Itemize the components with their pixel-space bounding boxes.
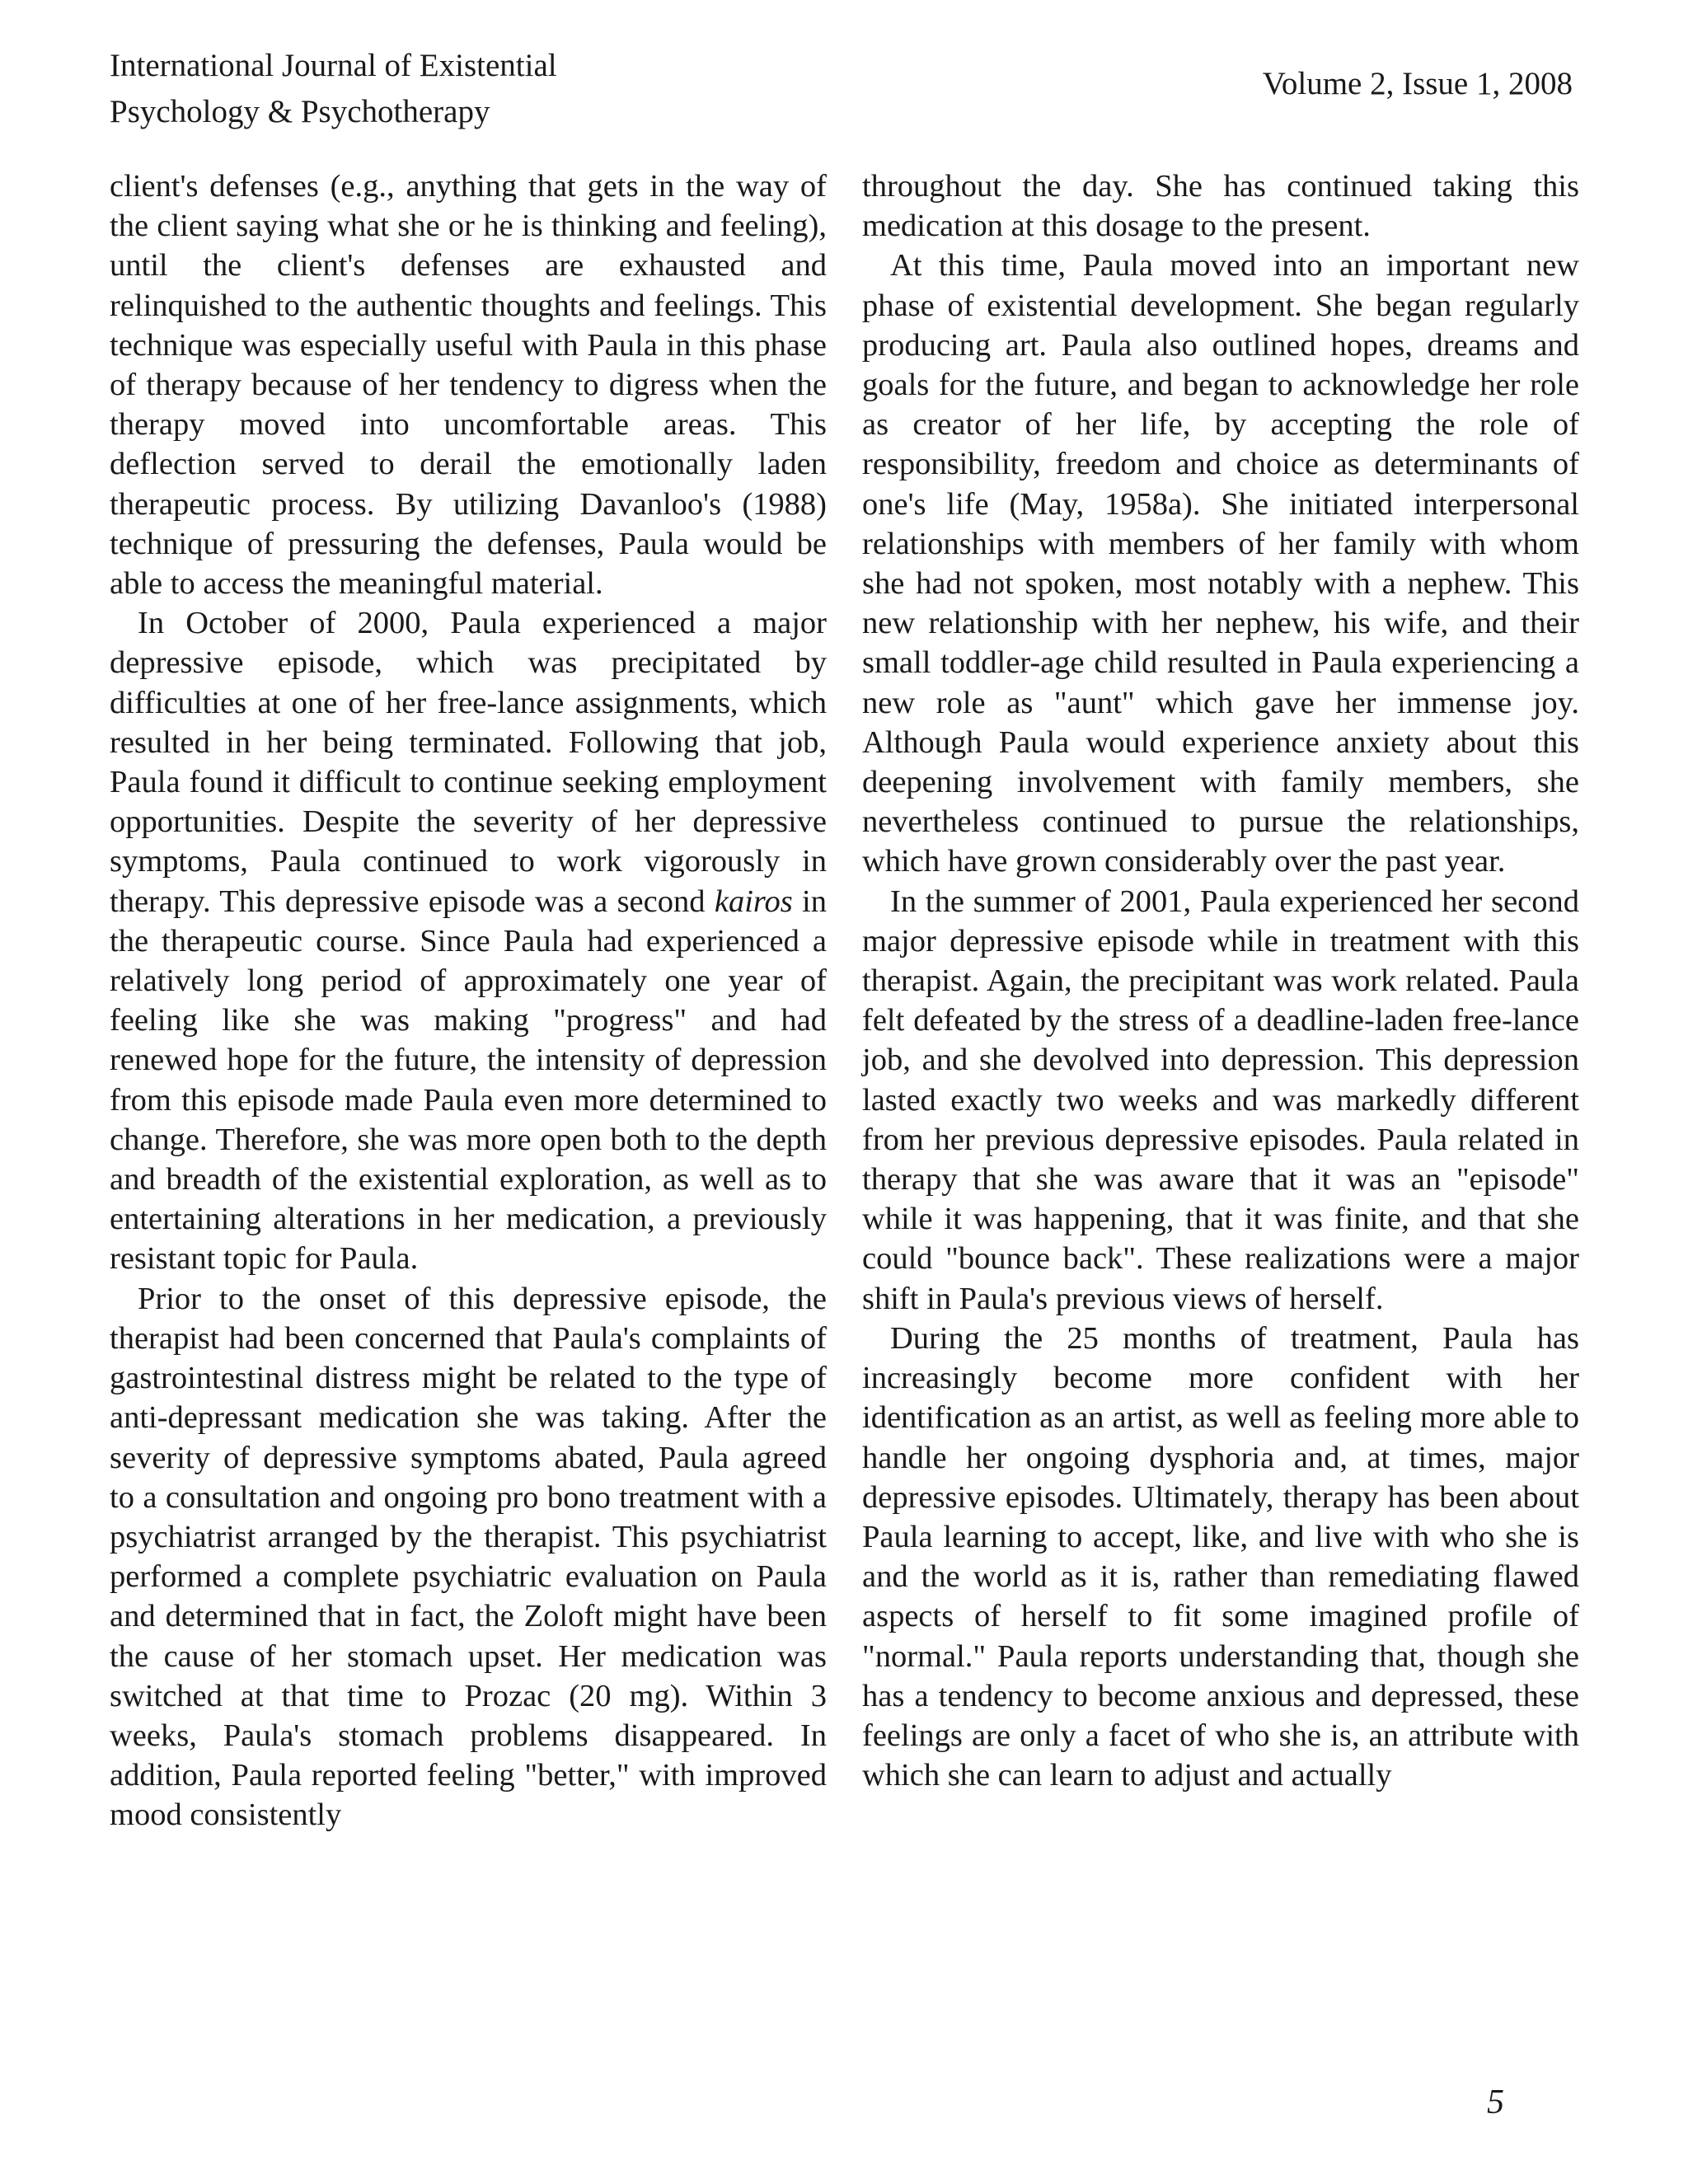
left-paragraph-1: client's defenses (e.g., anything that gets in the way of the client saying what she or he is thinking and feeling), until the client's defenses are exhausted and relinquished to the authentic thoughts and feelings. This technique was especially useful with Paula in this phase of therapy because of her tendency to digress when the therapy moved into uncomfortable areas. This deflection served to derail the emotionally laden therapeutic process. By utilizing Davanloo's (1988) technique of pressuring the defenses, Paula would be able to access the meaningful material.	[110, 169, 827, 602]
page-number: 5	[1487, 2083, 1504, 2121]
right-paragraph-4: During the 25 months of treatment, Paula has increasingly become more confident with her identification as an artist, as well as feeling more able to handle her ongoing dysphoria and, at times, major depressive episodes. Ultimately, therapy has been about Paula learning to accept, like, and live with who she is and the world as it is, rather than remediating flawed aspects of herself to fit some imagined profile of "normal." Paula reports understanding that, though she has a tendency to become anxious and depressed, these feelings are only a facet of who she is, an attribute with which she can learn to adjust and actually	[862, 1320, 1579, 1793]
journal-title	[110, 43, 557, 135]
volume-issue: Volume 2, Issue 1, 2008	[1262, 66, 1573, 101]
left-paragraph-3: Prior to the onset of this depressive episode, the therapist had been concerned that Paula's complaints of gastrointestinal distress might be related to the type of anti-depressant medication she was taking. After the severity of depressive symptoms abated, Paula agreed to a consultation and ongoing pro bono treatment with a psychiatrist arranged by the therapist. This psychiatrist performed a complete psychiatric evaluation on Paula and determined that in fact, the Zoloft might have been the cause of her stomach upset. Her medication was switched at that time to Prozac (20 mg). Within 3 weeks, Paula's stomach problems disappeared. In addition, Paula reported feeling "better," with improved mood consistently	[110, 1281, 827, 1833]
right-column	[862, 166, 1579, 1795]
journal-title-line-1: International Journal of Existential	[110, 48, 557, 83]
left-paragraph-2-start: In October of 2000, Paula experienced a major depressive episode, which was precipitated by difficulties at one of her free-lance assignments, which resulted in her being terminated. Following that job, Paula found it difficult to continue seeking employment opportunities. Despite the severity of her depressive symptoms, Paula continued to work vigorously in therapy. This depressive episode was a second	[110, 606, 827, 919]
kairos-term: kairos	[714, 883, 793, 919]
left-paragraph-2	[110, 603, 827, 1278]
right-paragraph-3: In the summer of 2001, Paula experienced her second major depressive episode while in treatment with this therapist. Again, the precipitant was work related. Paula felt defeated by the stress of a deadline-laden free-lance job, and she devolved into depression. This depression lasted exactly two weeks and was markedly different from her previous depressive episodes. Paula related in therapy that she was aware that it was an "episode" while it was happening, that it was finite, and that she could "bounce back". These realizations were a major shift in Paula's previous views of herself.	[862, 883, 1579, 1316]
left-column	[110, 166, 827, 1835]
right-paragraph-2: At this time, Paula moved into an important new phase of existential development. She began regularly producing art. Paula also outlined hopes, dreams and goals for the future, and began to acknowledge her role as creator of her life, by accepting the role of responsibility, freedom and choice as determinants of one's life (May, 1958a). She initiated interpersonal relationships with members of her family with whom she had not spoken, most notably with a nephew. This new relationship with her nephew, his wife, and their small toddler-age child resulted in Paula experiencing a new role as "aunt" which gave her immense joy. Although Paula would experience anxiety about this deepening involvement with family members, she nevertheless continued to pursue the relationships, which have grown considerably over the past year.	[862, 248, 1579, 879]
right-paragraph-1: throughout the day. She has continued taking this medication at this dosage to the present.	[862, 169, 1579, 244]
journal-title-line-2: Psychology & Psychotherapy	[110, 94, 490, 129]
left-paragraph-2-end: in the therapeutic course. Since Paula had experienced a relatively long period of approximately one year of feeling like she was making "progress" and had renewed hope for the future, the intensity of depression from this episode made Paula even more determined to change. Therefore, she was more open both to the depth and breadth of the existential exploration, as well as to entertaining alterations in her medication, a previously resistant topic for Paula.	[110, 883, 827, 1277]
